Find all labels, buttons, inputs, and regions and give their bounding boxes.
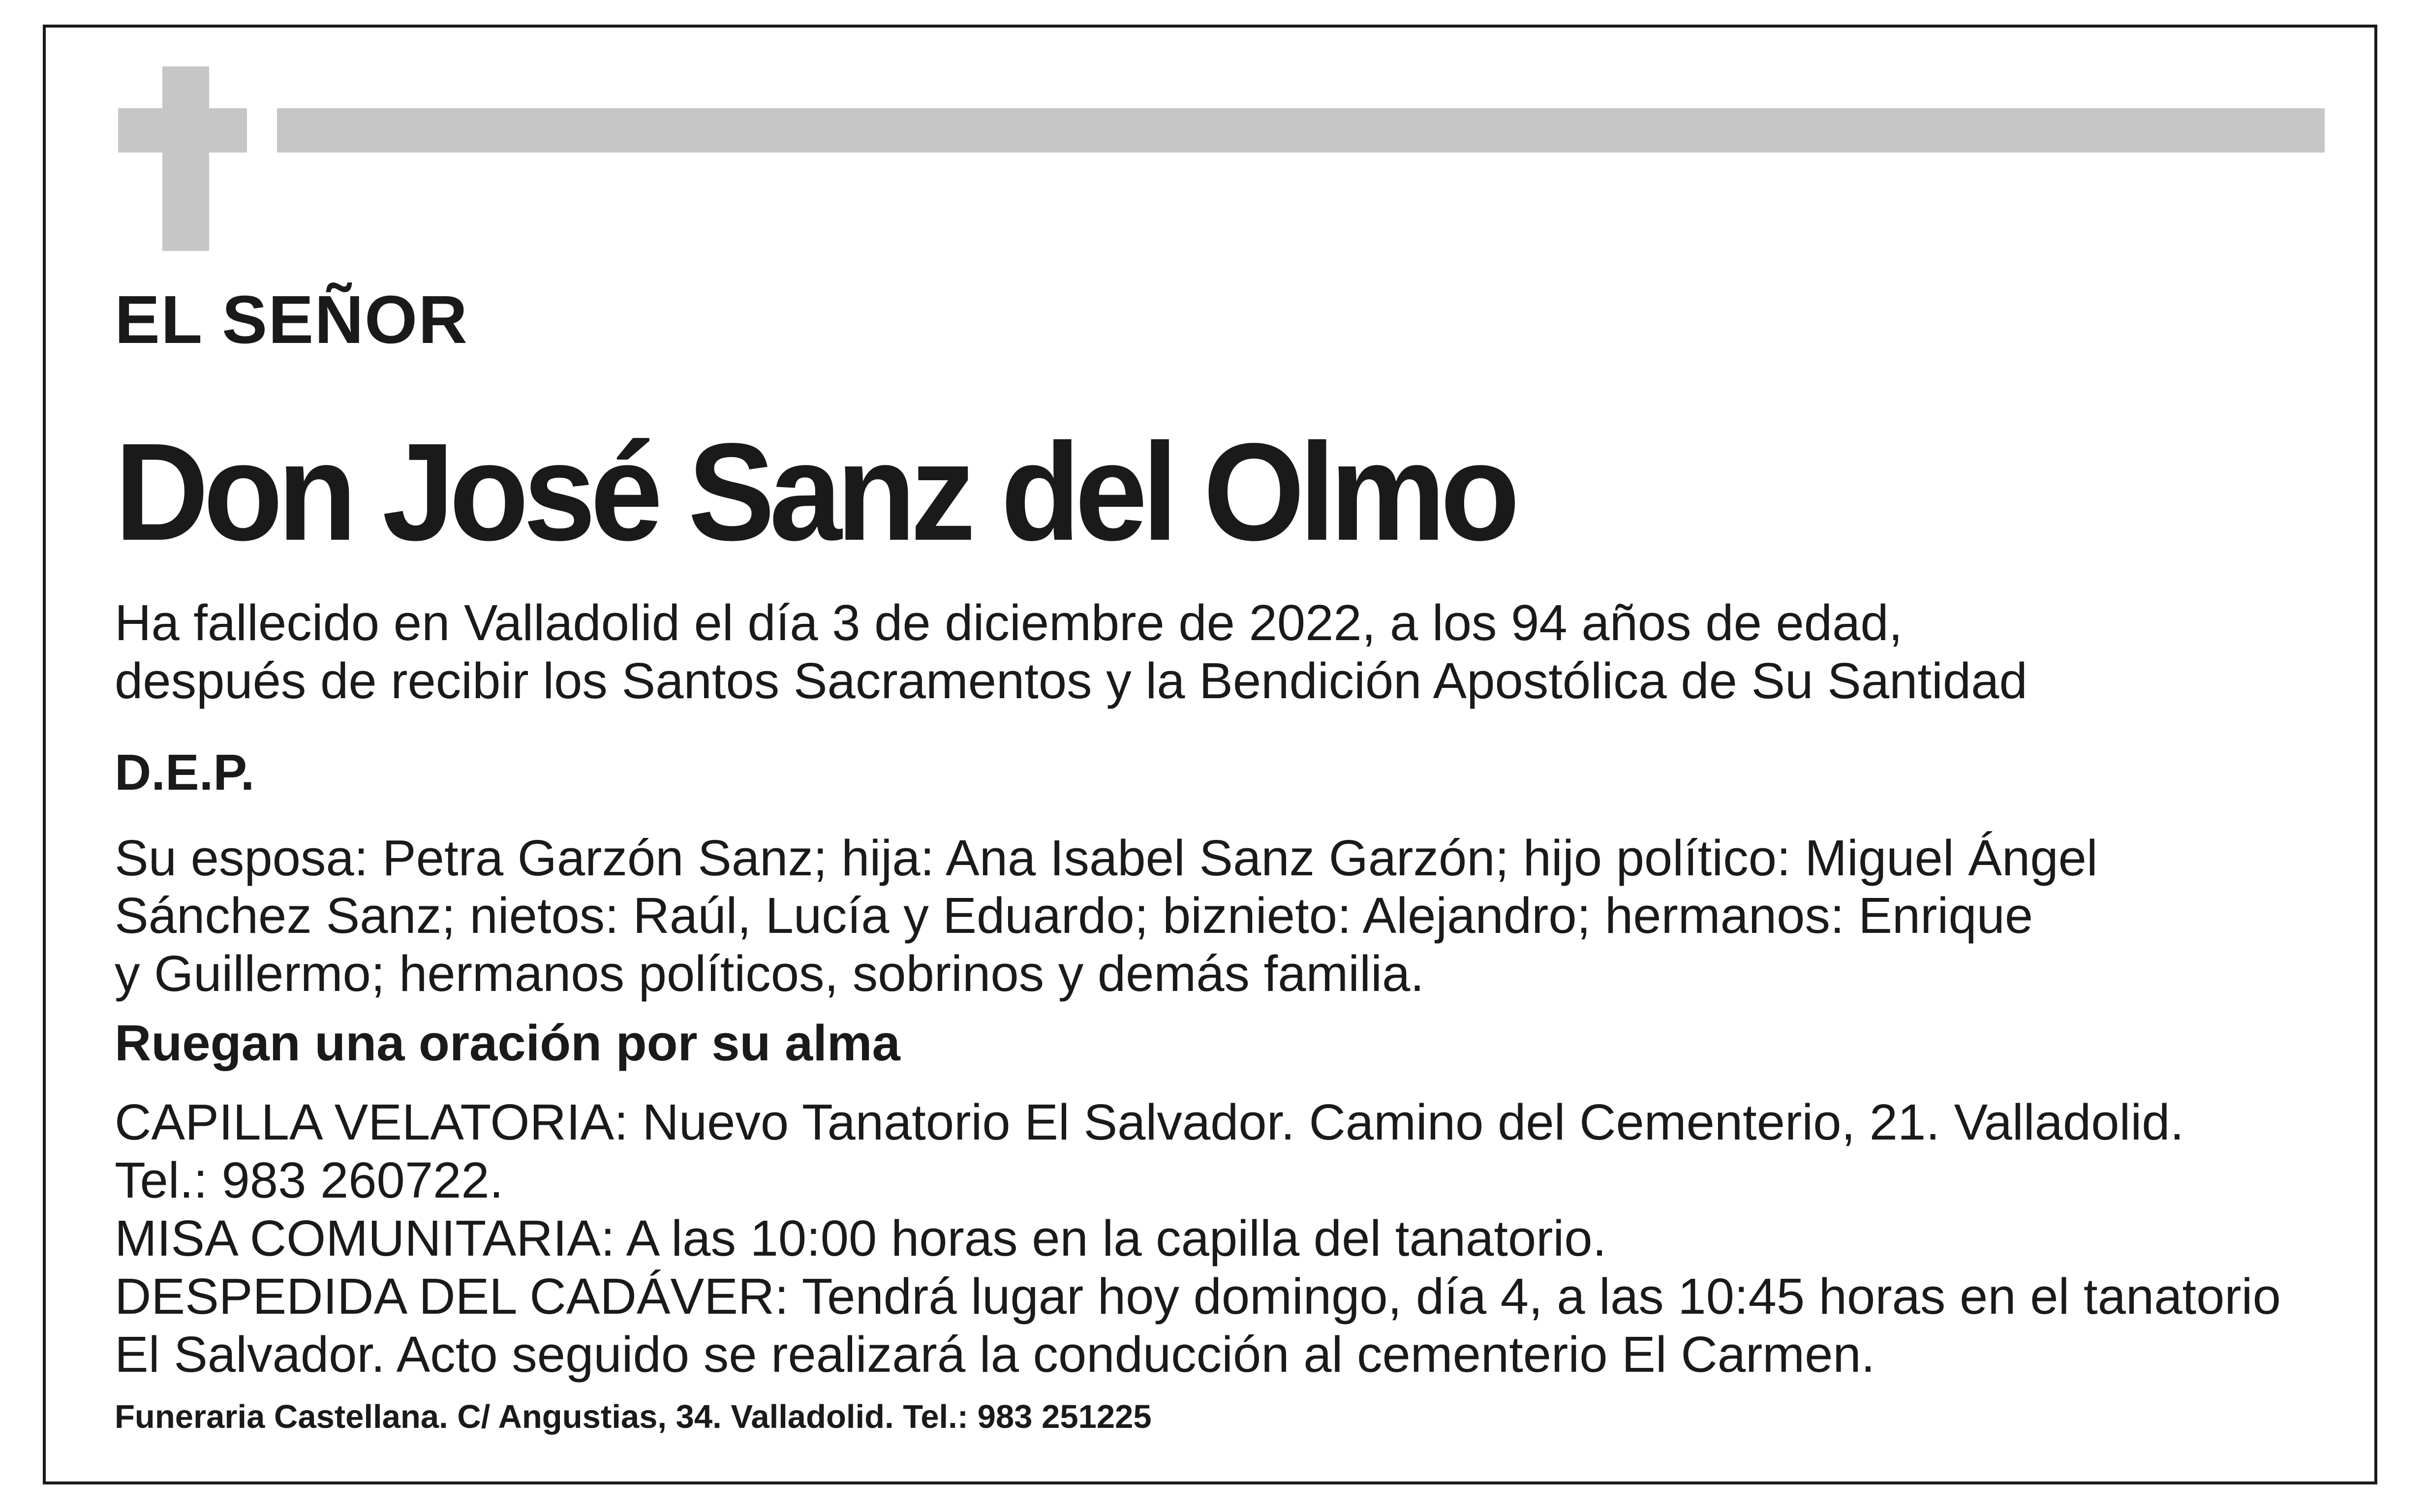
service-line: MISA COMUNITARIA: A las 10:00 horas en la capilla del tanatorio. xyxy=(115,1210,1607,1266)
service-line: Tel.: 983 260722. xyxy=(115,1152,504,1208)
service-line: CAPILLA VELATORIA: Nuevo Tanatorio El Salvador. Camino del Cementerio, 21. Valladolid. xyxy=(115,1094,2184,1150)
family-line: Su esposa: Petra Garzón Sanz; hija: Ana Isabel Sanz Garzón; hijo político: Miguel Ángel xyxy=(115,830,2098,886)
death-announcement-line: después de recibir los Santos Sacramentos y la Bendición Apostólica de Su Santidad xyxy=(115,652,2028,709)
title-label: EL SEÑOR xyxy=(115,282,468,358)
service-line: DESPEDIDA DEL CADÁVER: Tendrá lugar hoy domingo, día 4, a las 10:45 horas en el tanatorio xyxy=(115,1268,2281,1325)
family-line: Sánchez Sanz; nietos: Raúl, Lucía y Eduardo; biznieto: Alejandro; hermanos: Enrique xyxy=(115,887,2033,944)
funeral-home-footer: Funeraria Castellana. C/ Angustias, 34. Valladolid. Tel.: 983 251225 xyxy=(115,1398,1152,1435)
cross-icon-arm xyxy=(118,108,247,153)
service-line: El Salvador. Acto seguido se realizará la conducción al cementerio El Carmen. xyxy=(115,1326,1875,1383)
prayer-request: Ruegan una oración por su alma xyxy=(115,1015,900,1071)
dep-abbreviation: D.E.P. xyxy=(115,744,255,801)
deceased-name: Don José Sanz del Olmo xyxy=(115,414,1515,569)
family-line: y Guillermo; hermanos políticos, sobrinos y demás familia. xyxy=(115,945,1424,1002)
death-announcement-line: Ha fallecido en Valladolid el día 3 de diciembre de 2022, a los 94 años de edad, xyxy=(115,594,1903,651)
header-bar xyxy=(277,108,2325,153)
cross-icon xyxy=(162,66,209,251)
